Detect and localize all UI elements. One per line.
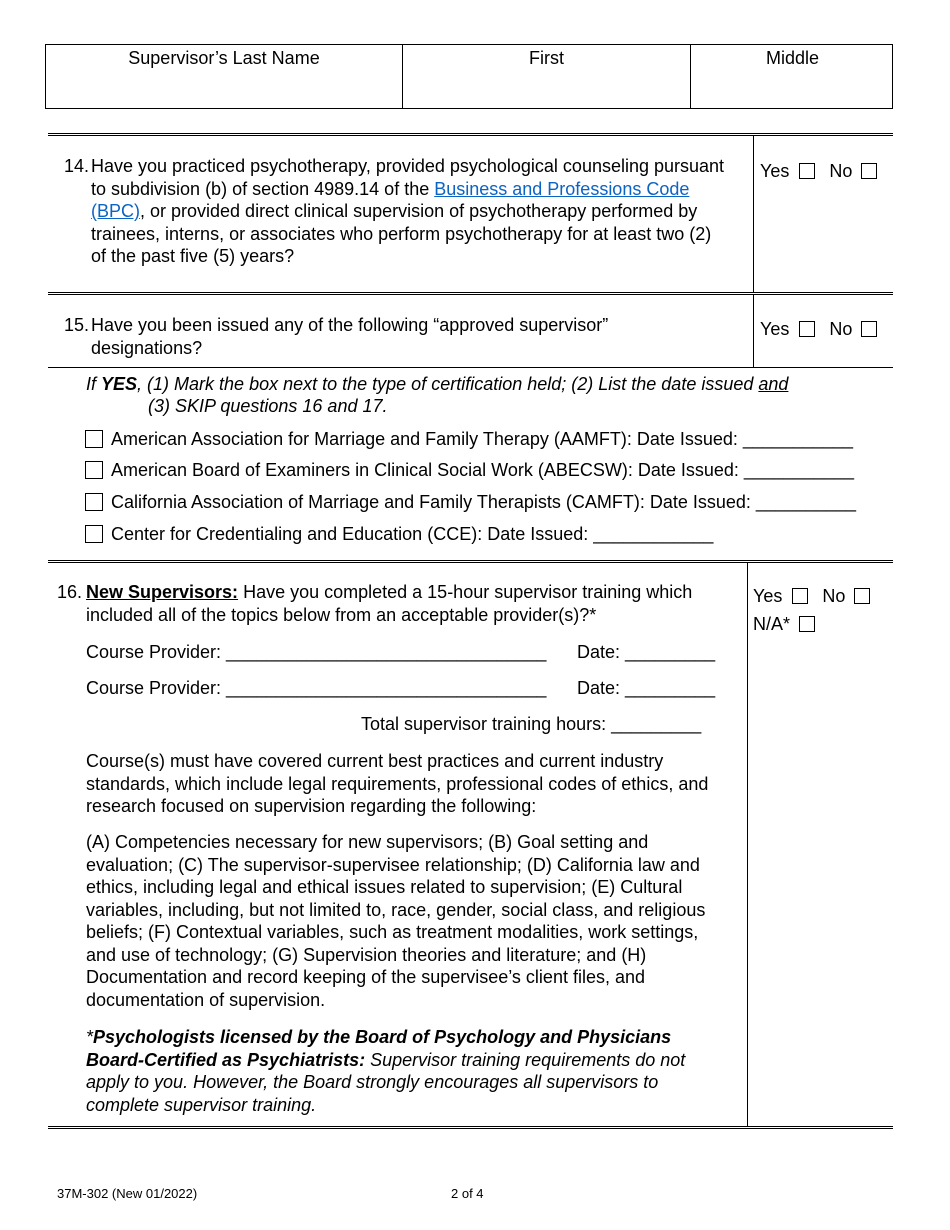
divider	[48, 1126, 893, 1129]
cert-row-cce	[85, 523, 713, 545]
date-1-field[interactable]: Date: _________	[577, 642, 716, 662]
note-text: Supervisor training requirements do not apply to you. However, the Board strongly encourages all supervisors to complete supervisor training.	[86, 1049, 686, 1115]
course-provider-1-field[interactable]: Course Provider: ________________________________	[86, 642, 547, 662]
q16-yes-checkbox[interactable]	[792, 588, 808, 604]
cert-abecsw-checkbox[interactable]	[85, 461, 103, 479]
last-name-header: Supervisor’s Last Name	[128, 48, 320, 68]
cert-row-aamft	[85, 428, 853, 450]
total-hours-field[interactable]: Total supervisor training hours: _________	[361, 714, 702, 734]
q16-na-label: N/A*	[753, 614, 791, 634]
bpc-link[interactable]: Business and Professions Code (BPC)	[91, 178, 690, 221]
cert-aamft-checkbox[interactable]	[85, 430, 103, 448]
page-number: 2 of 4	[451, 1186, 484, 1201]
middle-name-cell[interactable]	[691, 45, 894, 108]
q16-no-checkbox[interactable]	[854, 588, 870, 604]
q14-text-part: Have you practiced psychotherapy, provided psychological counseling pursuant to subdivision (b) of section 4989.14 of the	[91, 156, 725, 199]
q16-question: Have you completed a 15-hour supervisor training which included all of the topics below from an acceptable provider(s)?*	[86, 582, 693, 625]
divider	[48, 292, 893, 295]
q14-text	[91, 155, 731, 268]
course-requirements-paragraph: Course(s) must have covered current best practices and current industry standards, which include legal requirements, professional codes of ethics, and research focused on supervision regarding the following:	[86, 751, 709, 816]
column-divider	[753, 295, 754, 367]
q16-na-answer	[753, 613, 815, 635]
q15-yes-label: Yes	[760, 319, 790, 339]
q15-number: 15.	[64, 315, 90, 335]
q15-no-checkbox[interactable]	[861, 321, 877, 337]
q14-no-checkbox[interactable]	[861, 163, 877, 179]
instruction-part: If	[86, 374, 102, 394]
q16-no-label: No	[822, 586, 846, 606]
cert-row-camft	[85, 491, 856, 513]
date-2-field[interactable]: Date: _________	[577, 678, 716, 698]
q14-yes-label: Yes	[760, 161, 790, 181]
q15-yes-checkbox[interactable]	[799, 321, 815, 337]
q15-text: Have you been issued any of the following “approved supervisor” designations?	[91, 315, 609, 358]
q14-yes-checkbox[interactable]	[799, 163, 815, 179]
cert-camft-checkbox[interactable]	[85, 493, 103, 511]
q16-na-checkbox[interactable]	[799, 616, 815, 632]
q15-instruction-line2: (3) SKIP questions 16 and 17.	[148, 396, 388, 416]
first-name-header: First	[529, 48, 564, 68]
note-star: *	[86, 1027, 94, 1047]
q15-instruction	[86, 373, 846, 396]
cert-row-abecsw	[85, 459, 854, 481]
note-bold: Psychologists licensed by the Board of Psychology and Physicians Board-Certified as Psychiatrists:	[86, 1027, 672, 1070]
middle-name-header: Middle	[765, 48, 820, 68]
q14-number: 14.	[64, 156, 90, 176]
divider	[48, 367, 893, 368]
q16-text	[86, 581, 736, 626]
instruction-yes: YES	[101, 374, 138, 394]
q14-no-label: No	[829, 161, 853, 181]
course-provider-2-field[interactable]: Course Provider: ________________________________	[86, 678, 547, 698]
column-divider	[747, 563, 748, 1127]
cert-aamft-label: American Association for Marriage and Family Therapy (AAMFT): Date Issued: ___________	[111, 429, 854, 449]
psychologists-note	[86, 1026, 726, 1116]
q16-answer	[753, 585, 870, 607]
q14-answer	[760, 160, 877, 182]
cert-camft-label: California Association of Marriage and Family Therapists (CAMFT): Date Issued: __________	[111, 492, 857, 512]
cert-cce-label: Center for Credentialing and Education (CCE): Date Issued: ____________	[111, 524, 714, 544]
divider	[48, 133, 893, 136]
instruction-and: and	[758, 374, 789, 394]
course-topics-paragraph: (A) Competencies necessary for new supervisors; (B) Goal setting and evaluation; (C) The supervisor-supervisee relationship; (D) California law and ethics, including legal and ethical issues related to supervision; (E) Cultural variables, including, but not limited to, race, gender, social class, and religious beliefs; (F) Contextual variables, such as treatment modalities, work settings, and use of technology; (G) Supervision theories and literature; and (H) Documentation and record keeping of the supervisee’s client files, and documentation of supervision.	[86, 832, 706, 1010]
divider	[48, 560, 893, 563]
last-name-cell[interactable]	[46, 45, 403, 108]
cert-abecsw-label: American Board of Examiners in Clinical Social Work (ABECSW): Date Issued: ___________	[111, 460, 855, 480]
first-name-cell[interactable]	[403, 45, 691, 108]
q14-text-part: , or provided direct clinical supervision of psychotherapy performed by trainees, interns, or associates who perform psychotherapy for at least two (2) of the past five (5) years?	[91, 201, 712, 266]
form-number: 37M-302 (New 01/2022)	[57, 1186, 198, 1201]
column-divider	[753, 136, 754, 293]
instruction-part: , (1) Mark the box next to the type of certification held; (2) List the date issued	[137, 374, 759, 394]
q16-title: New Supervisors:	[86, 582, 239, 602]
supervisor-name-table	[45, 44, 893, 109]
q16-yes-label: Yes	[753, 586, 783, 606]
q15-answer	[760, 318, 877, 340]
q16-number: 16.	[57, 582, 83, 602]
q15-no-label: No	[829, 319, 853, 339]
cert-cce-checkbox[interactable]	[85, 525, 103, 543]
